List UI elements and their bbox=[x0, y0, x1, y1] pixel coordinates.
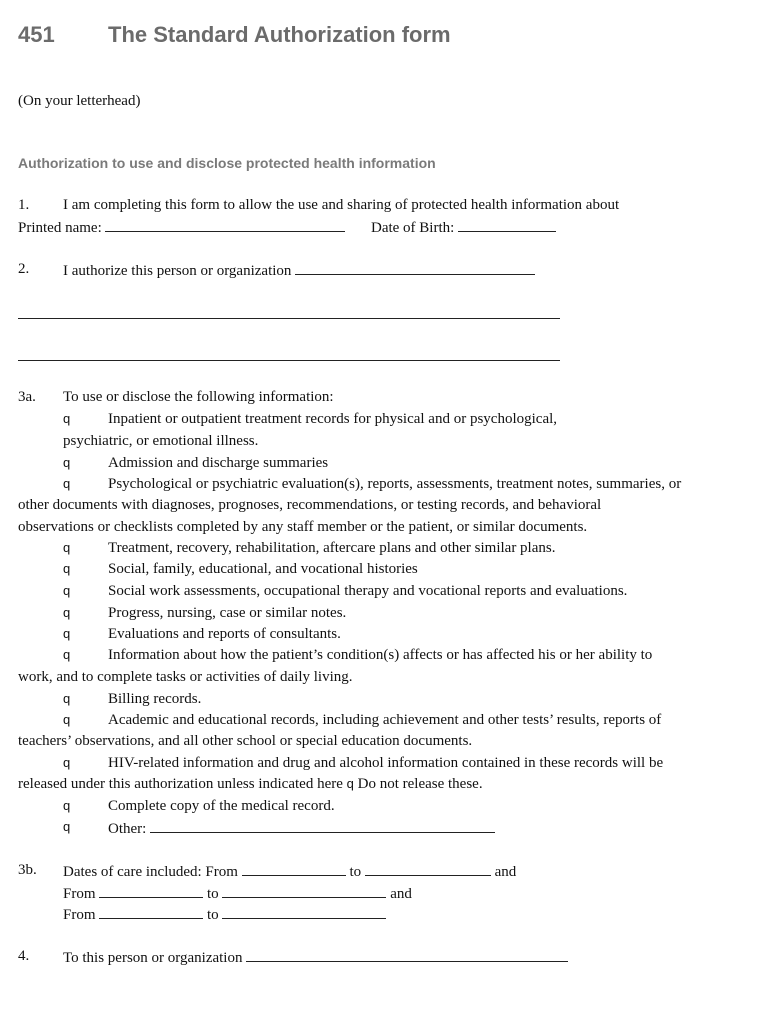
date-to-2-field[interactable] bbox=[222, 882, 386, 898]
checkbox-icon[interactable]: q bbox=[63, 561, 71, 576]
date-from-1-field[interactable] bbox=[242, 860, 346, 876]
section-title: Authorization to use and disclose protected health information bbox=[18, 155, 436, 171]
checkbox-icon[interactable]: q bbox=[63, 819, 71, 834]
item-number: 4. bbox=[18, 948, 30, 964]
item-2-text: I authorize this person or organization bbox=[63, 263, 292, 279]
checkbox-icon[interactable]: q bbox=[63, 411, 71, 426]
checkbox-icon[interactable]: q bbox=[63, 691, 71, 706]
date-to-1-field[interactable] bbox=[365, 860, 491, 876]
other-field[interactable] bbox=[150, 817, 495, 833]
item-1-text: I am completing this form to allow the use and sharing of protected health information about bbox=[63, 197, 620, 213]
page-number: 451 bbox=[18, 22, 55, 47]
checkbox-icon[interactable]: q bbox=[63, 626, 71, 641]
checkbox-icon[interactable]: q bbox=[63, 455, 71, 470]
letterhead-note: (On your letterhead) bbox=[18, 93, 141, 109]
item-number: 3b. bbox=[18, 862, 37, 878]
checkbox-icon[interactable]: q bbox=[63, 712, 71, 727]
item-1-fields bbox=[18, 216, 556, 238]
checkbox-icon[interactable]: q bbox=[63, 476, 71, 491]
page-title: The Standard Authorization form bbox=[108, 22, 451, 47]
printed-name-field[interactable] bbox=[105, 216, 345, 232]
checkbox-icon[interactable]: q bbox=[63, 605, 71, 620]
authorized-party-field[interactable] bbox=[295, 259, 535, 275]
item-number: 1. bbox=[18, 197, 30, 213]
checkbox-icon[interactable]: q bbox=[63, 798, 71, 813]
checkbox-icon[interactable]: q bbox=[63, 647, 71, 662]
printed-name-label: Printed name: bbox=[18, 220, 102, 236]
dob-field[interactable] bbox=[458, 216, 556, 232]
date-to-3-field[interactable] bbox=[222, 903, 386, 919]
dob-label: Date of Birth: bbox=[370, 220, 455, 236]
checkbox-icon[interactable]: q bbox=[63, 583, 71, 598]
checkbox-icon[interactable]: q bbox=[63, 540, 71, 555]
recipient-field[interactable] bbox=[246, 946, 568, 962]
item-number: 3a. bbox=[18, 389, 36, 405]
checkbox-icon[interactable]: q bbox=[63, 755, 71, 770]
item-3a-text: To use or disclose the following information: bbox=[63, 389, 334, 405]
date-from-3-field[interactable] bbox=[99, 903, 203, 919]
item-number: 2. bbox=[18, 261, 30, 277]
item-4-text: To this person or organization bbox=[63, 950, 243, 966]
authorized-party-line-2[interactable] bbox=[18, 318, 560, 319]
date-from-2-field[interactable] bbox=[99, 882, 203, 898]
authorized-party-line-3[interactable] bbox=[18, 360, 560, 361]
do-not-release-checkbox-icon[interactable]: q bbox=[346, 776, 354, 791]
page-header bbox=[18, 22, 758, 52]
